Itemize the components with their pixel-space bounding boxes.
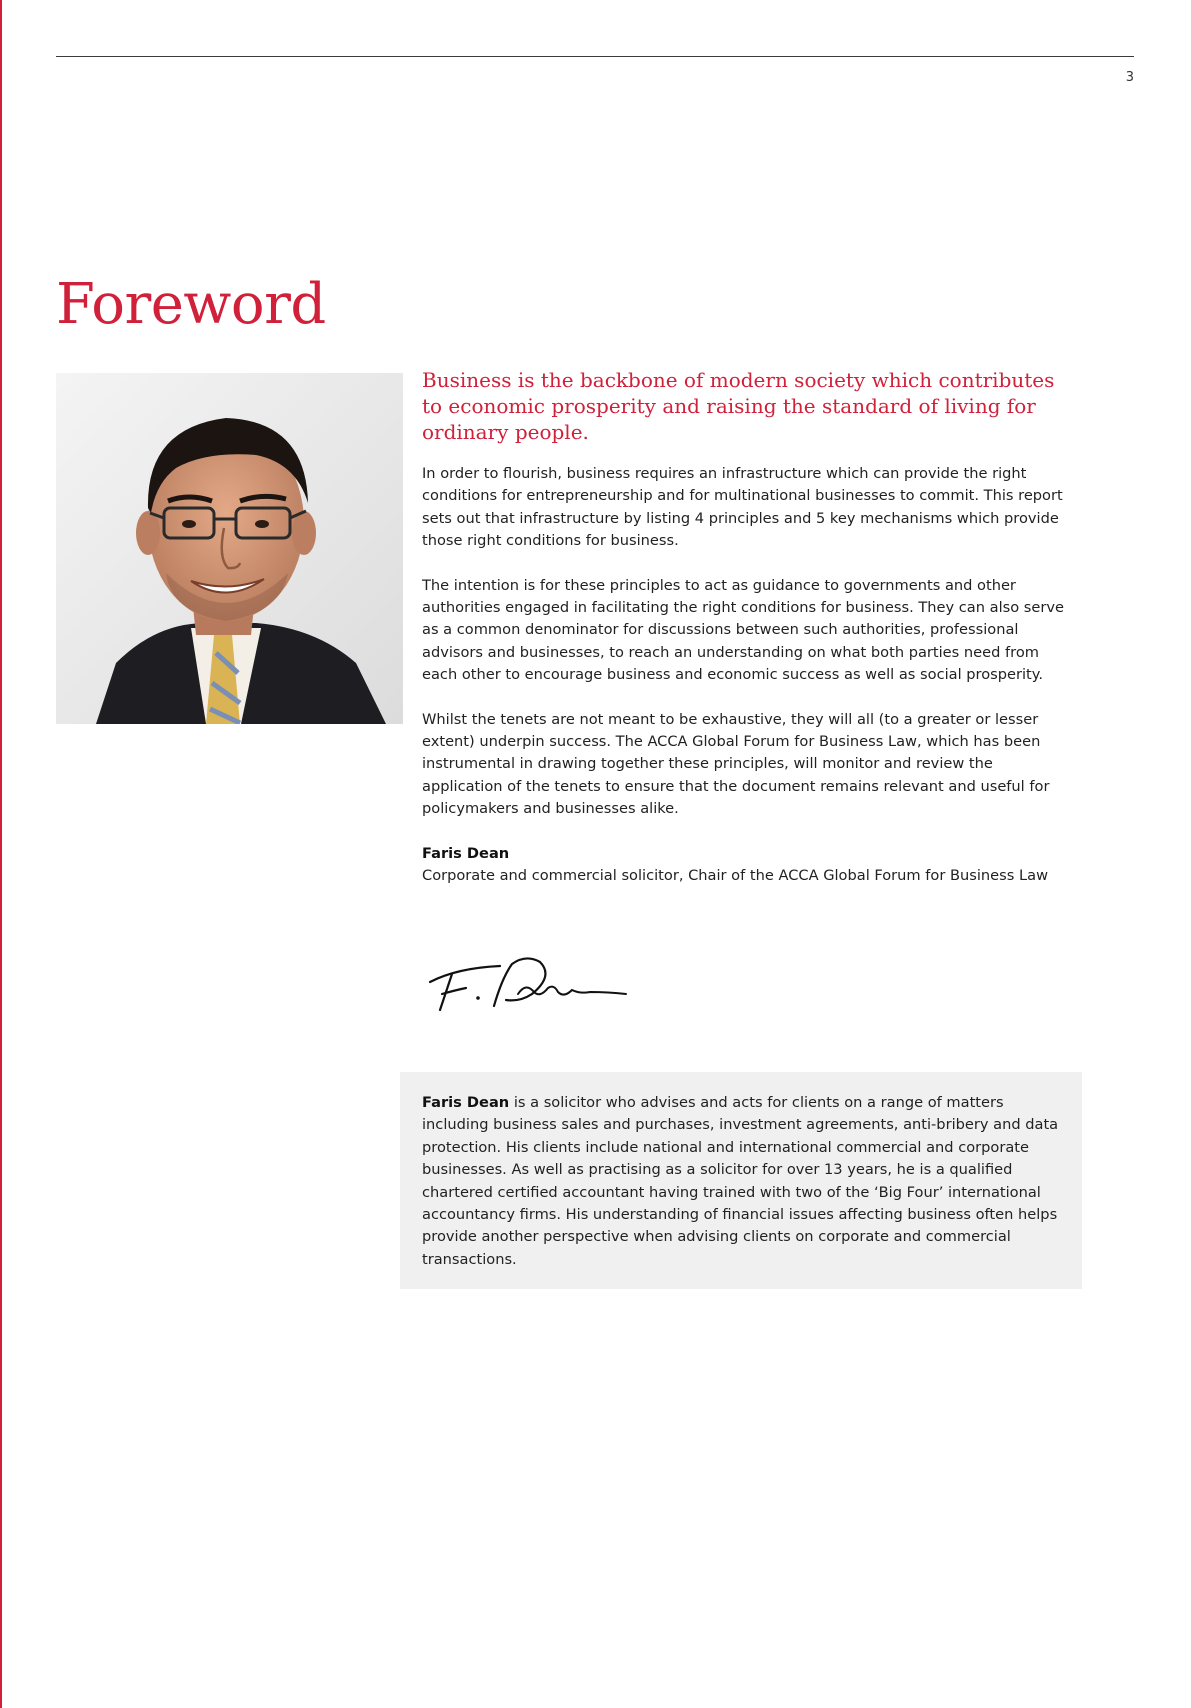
- body-paragraph-2: The intention is for these principles to act as guidance to governments and other authorities engaged in facilitating the right conditions for business. They can also serve as a common denominator for discussions between such authorities, professional advisors and businesses, to reach an understanding on what both parties need from each other to encourage business and economic success as well as social prosperity.: [422, 576, 1064, 684]
- body-paragraph-3: Whilst the tenets are not meant to be exhaustive, they will all (to a greater or lesser extent) underpin success. The ACCA Global Forum for Business Law, which has been instrumental in drawing together these principles, will monitor and review the application of the tenets to ensure that the document remains relevant and useful for policymakers and businesses alike.: [422, 710, 1050, 818]
- author-bio-box: [400, 1072, 1082, 1289]
- author-bio: [422, 1092, 1060, 1271]
- bio-author-name: Faris Dean: [422, 1094, 510, 1111]
- foreword-body: [422, 367, 1072, 888]
- portrait-illustration: [56, 373, 403, 724]
- author-name: Faris Dean: [422, 844, 510, 862]
- left-edge-stripe: [0, 0, 2, 1708]
- lead-quote: Business is the backbone of modern society which contributes to economic prosperity and raising the standard of living for ordinary people.: [422, 368, 1055, 444]
- author-photo: [56, 373, 403, 724]
- author-role: Corporate and commercial solicitor, Chair of the ACCA Global Forum for Business Law: [422, 867, 1048, 885]
- page-number: 3: [1125, 70, 1134, 85]
- bio-text: is a solicitor who advises and acts for clients on a range of matters including business sales and purchases, investment agreements, anti-bribery and data protection. His clients include national and international commercial and corporate businesses. As well as practising as a solicitor for over 13 years, he is a qualified chartered certified accountant having trained with two of the ‘Big Four’ international accountancy firms. His understanding of financial issues affecting business often helps provide another perspective when advising clients on corporate and commercial transactions.: [422, 1094, 1059, 1268]
- signature-mark: [422, 948, 632, 1020]
- body-paragraph-1: In order to flourish, business requires an infrastructure which can provide the right conditions for entrepreneurship and for multinational businesses to commit. This report sets out that infrastructure by listing 4 principles and 5 key mechanisms which provide those right conditions for business.: [422, 465, 1063, 550]
- header-rule: [56, 56, 1134, 57]
- page-title: Foreword: [56, 272, 326, 337]
